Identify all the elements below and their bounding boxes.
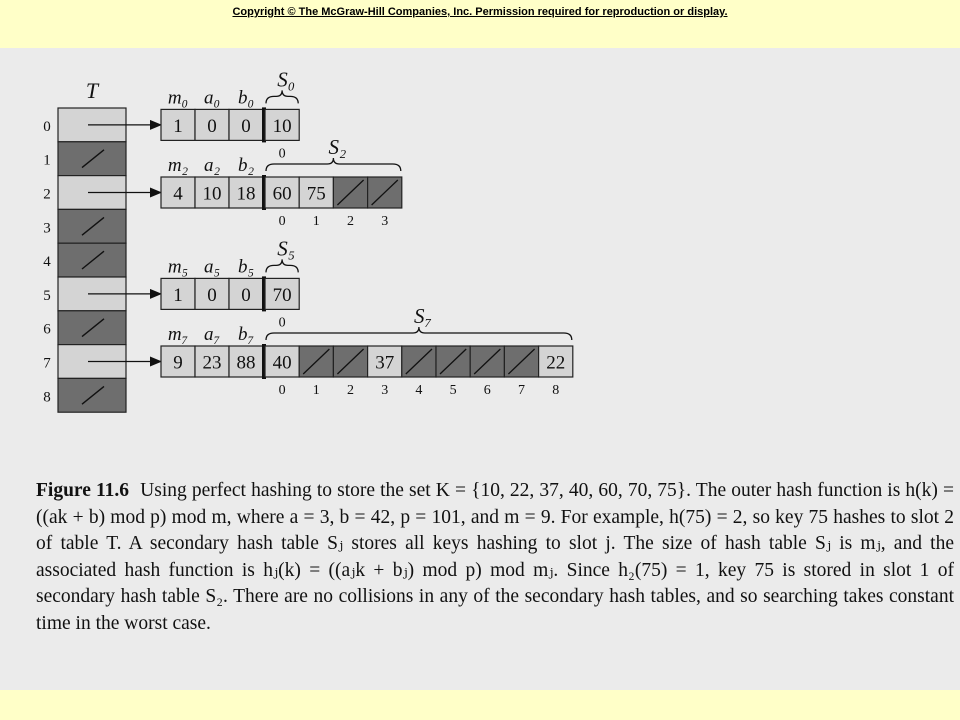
outer-slot-index: 5 xyxy=(43,287,51,304)
secondary-index: 1 xyxy=(312,214,320,229)
secondary-index: 0 xyxy=(278,146,286,162)
copyright-notice: Copyright © The McGraw-Hill Companies, Inc. Permission required for reproduction or display. xyxy=(232,6,728,18)
secondary-index: 1 xyxy=(312,383,320,398)
param-value: 9 xyxy=(173,352,183,374)
param-value: 0 xyxy=(207,115,217,137)
param-label: b₅ xyxy=(237,256,255,278)
outer-slot-index: 1 xyxy=(43,152,51,169)
secondary-index: 5 xyxy=(449,383,457,398)
figure-caption xyxy=(36,478,954,637)
outer-slot-index: 8 xyxy=(43,389,51,406)
secondary-table-name: S₇ xyxy=(413,304,432,328)
figure-caption-text: Using perfect hashing to store the set K = {10, 22, 37, 40, 60, 70, 75}. The outer hash function is h(k) = ((ak + b) mod p) mod m, where a = 3, b = 42, p = 101, and m = 9. For example, h(75) = 2, so key 75 hashes to slot 2 of table T. A secondary hash table Sⱼ stores all keys hashing to slot j. The size of hash table Sⱼ is mⱼ, and the associated hash function is hⱼ(k) = ((aⱼk + bⱼ) mod p) mod mⱼ. Since h₂(75) = 1, key 75 is stored in slot 1 of secondary hash table S₂. There are no collisions in any of the secondary hash tables, and so searching takes constant time in the worst case. xyxy=(36,480,955,634)
secondary-index: 0 xyxy=(278,315,286,331)
param-label: m₅ xyxy=(167,256,189,278)
outer-slot-index: 6 xyxy=(43,321,51,338)
param-label: b₇ xyxy=(237,324,255,345)
secondary-table-name: S₂ xyxy=(328,135,347,159)
param-value: 0 xyxy=(241,115,251,137)
param-value: 4 xyxy=(173,183,183,205)
param-value: 23 xyxy=(202,352,222,374)
outer-slot-index: 2 xyxy=(43,186,51,203)
secondary-index: 3 xyxy=(381,214,389,229)
table-brace xyxy=(266,327,572,340)
param-value: 10 xyxy=(202,183,222,205)
param-label: b₂ xyxy=(237,155,255,176)
secondary-table-name: S₅ xyxy=(277,236,296,261)
param-value: 0 xyxy=(241,284,251,306)
param-value: 0 xyxy=(207,284,217,306)
outer-slot-index: 7 xyxy=(43,355,51,372)
param-value: 18 xyxy=(236,183,256,205)
table-brace xyxy=(266,259,298,272)
outer-slot-index: 4 xyxy=(43,254,51,271)
outer-slot-index: 3 xyxy=(43,220,51,237)
secondary-index: 3 xyxy=(381,383,389,398)
secondary-index: 7 xyxy=(518,383,525,398)
secondary-key: 60 xyxy=(272,183,292,205)
secondary-index: 2 xyxy=(347,383,354,398)
param-label: a₇ xyxy=(203,324,221,345)
secondary-key: 10 xyxy=(272,115,292,137)
secondary-key: 75 xyxy=(306,183,326,205)
param-value: 1 xyxy=(173,115,183,137)
secondary-key: 22 xyxy=(546,352,566,374)
param-value: 1 xyxy=(173,284,183,306)
param-label: a₂ xyxy=(203,155,221,176)
secondary-table-name: S₀ xyxy=(277,67,296,92)
secondary-index: 2 xyxy=(347,214,354,229)
param-label: a₀ xyxy=(203,87,221,109)
secondary-key: 37 xyxy=(375,352,395,374)
secondary-index: 6 xyxy=(483,383,491,398)
secondary-key: 70 xyxy=(272,284,292,306)
figure-label: Figure 11.6 xyxy=(36,480,130,501)
secondary-index: 8 xyxy=(552,383,560,398)
param-label: m₇ xyxy=(167,324,189,345)
outer-table-label: T xyxy=(85,78,99,103)
secondary-index: 0 xyxy=(278,383,286,398)
secondary-key: 40 xyxy=(272,352,292,374)
param-label: m₂ xyxy=(167,155,189,176)
param-label: a₅ xyxy=(203,256,221,278)
param-label: b₀ xyxy=(237,87,255,109)
param-label: m₀ xyxy=(167,87,189,109)
table-brace xyxy=(266,158,401,171)
param-value: 88 xyxy=(236,352,256,374)
table-brace xyxy=(266,90,298,103)
secondary-index: 4 xyxy=(415,383,423,398)
secondary-index: 0 xyxy=(278,214,286,229)
outer-slot-index: 0 xyxy=(43,118,51,135)
